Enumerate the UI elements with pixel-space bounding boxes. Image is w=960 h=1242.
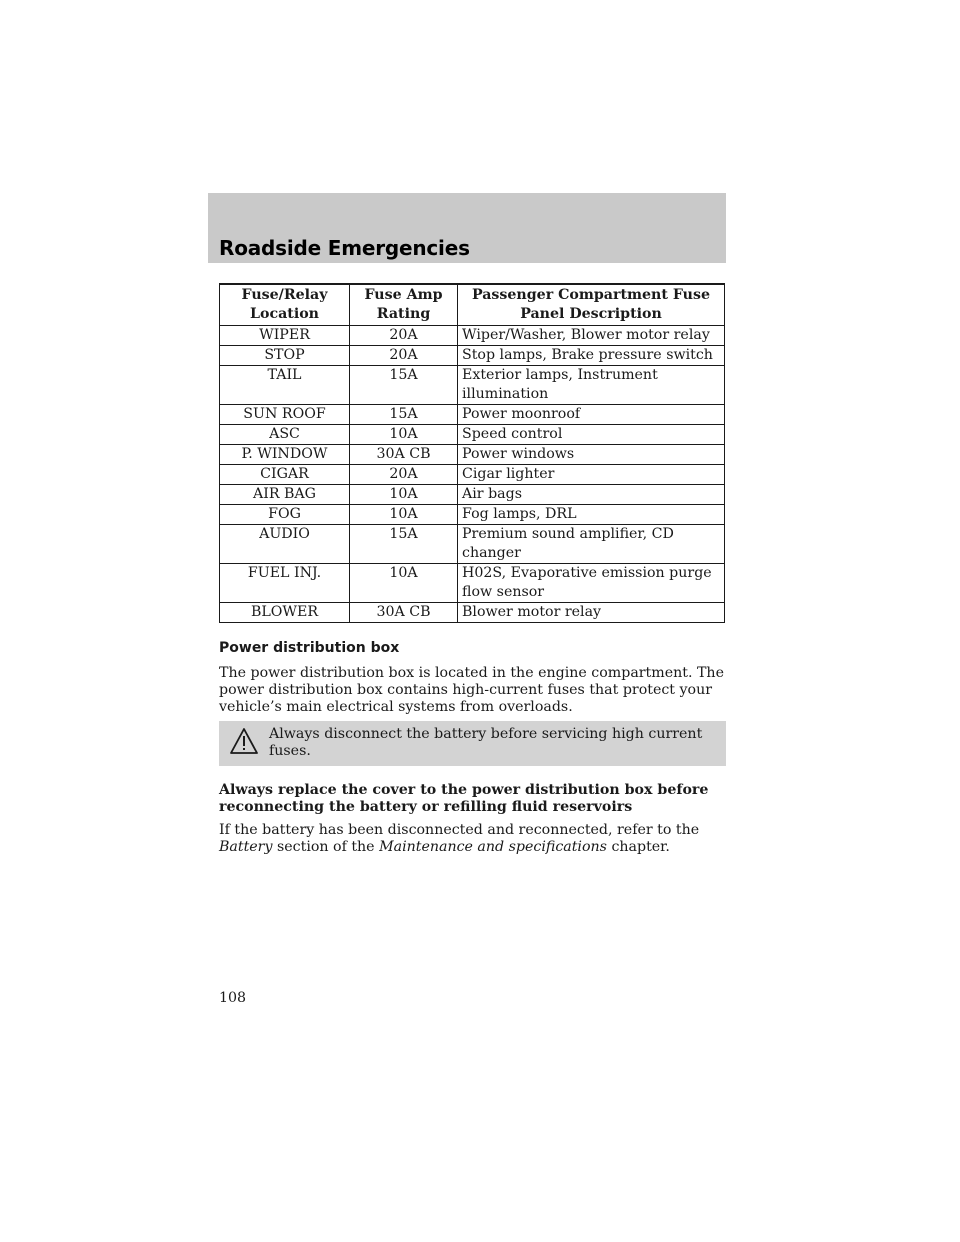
cell-location: TAIL [220,366,350,405]
cell-description: Speed control [458,425,725,445]
cell-rating: 20A [350,346,458,366]
page-number: 108 [219,990,247,1006]
battery-reference: Battery [219,839,273,855]
table-row [220,366,725,405]
cell-location: SUN ROOF [220,405,350,425]
cover-note: Always replace the cover to the power distribution box before reconnecting the battery or refilling fluid reservoirs [219,782,709,815]
cell-rating: 30A CB [350,603,458,623]
cell-description: Cigar lighter [458,465,725,485]
fuse-table-body [220,326,725,623]
cell-rating: 15A [350,405,458,425]
column-header-rating: Fuse Amp Rating [350,284,458,326]
warning-box [219,721,726,766]
cell-description: H02S, Evaporative emission purge flow sensor [458,564,725,603]
cell-location: CIGAR [220,465,350,485]
table-row [220,425,725,445]
cell-location: FUEL INJ. [220,564,350,603]
cell-rating: 15A [350,366,458,405]
column-header-location: Fuse/Relay Location [220,284,350,326]
cell-description: Stop lamps, Brake pressure switch [458,346,725,366]
cell-rating: 30A CB [350,445,458,465]
reference-middle: section of the [272,839,380,855]
cell-rating: 15A [350,525,458,564]
table-row [220,465,725,485]
cell-description: Wiper/Washer, Blower motor relay [458,326,725,346]
warning-text: Always disconnect the battery before servicing high current fuses. [269,726,703,759]
table-row [220,405,725,425]
table-row [220,603,725,623]
cell-rating: 20A [350,465,458,485]
cell-rating: 20A [350,326,458,346]
cell-location: AIR BAG [220,485,350,505]
cell-location: FOG [220,505,350,525]
cell-description: Fog lamps, DRL [458,505,725,525]
reference-paragraph [219,822,729,856]
column-header-description: Passenger Compartment Fuse Panel Description [458,284,725,326]
cell-location: AUDIO [220,525,350,564]
section-heading: Power distribution box [219,640,400,656]
maintenance-reference: Maintenance and specifications [379,839,607,855]
cell-description: Power windows [458,445,725,465]
table-row [220,346,725,366]
table-row [220,505,725,525]
cell-rating: 10A [350,505,458,525]
cell-description: Premium sound amplifier, CD changer [458,525,725,564]
table-row [220,485,725,505]
cell-description: Exterior lamps, Instrument illumination [458,366,725,405]
table-row [220,326,725,346]
table-row [220,525,725,564]
cell-location: ASC [220,425,350,445]
table-row [220,564,725,603]
cell-location: WIPER [220,326,350,346]
cell-rating: 10A [350,485,458,505]
reference-prefix: If the battery has been disconnected and reconnected, refer to the [219,822,700,838]
cell-description: Air bags [458,485,725,505]
table-header-row [220,284,725,326]
cell-location: STOP [220,346,350,366]
cell-description: Blower motor relay [458,603,725,623]
cell-rating: 10A [350,425,458,445]
intro-paragraph: The power distribution box is located in the engine compartment. The power distribution box contains high-current fuses that protect your vehicle’s main electrical systems from overloads. [219,665,724,715]
chapter-title: Roadside Emergencies [219,236,470,260]
cell-rating: 10A [350,564,458,603]
cell-description: Power moonroof [458,405,725,425]
reference-suffix: chapter. [606,839,670,855]
fuse-table [219,283,725,623]
cell-location: P. WINDOW [220,445,350,465]
warning-icon [229,727,259,755]
cell-location: BLOWER [220,603,350,623]
table-row [220,445,725,465]
